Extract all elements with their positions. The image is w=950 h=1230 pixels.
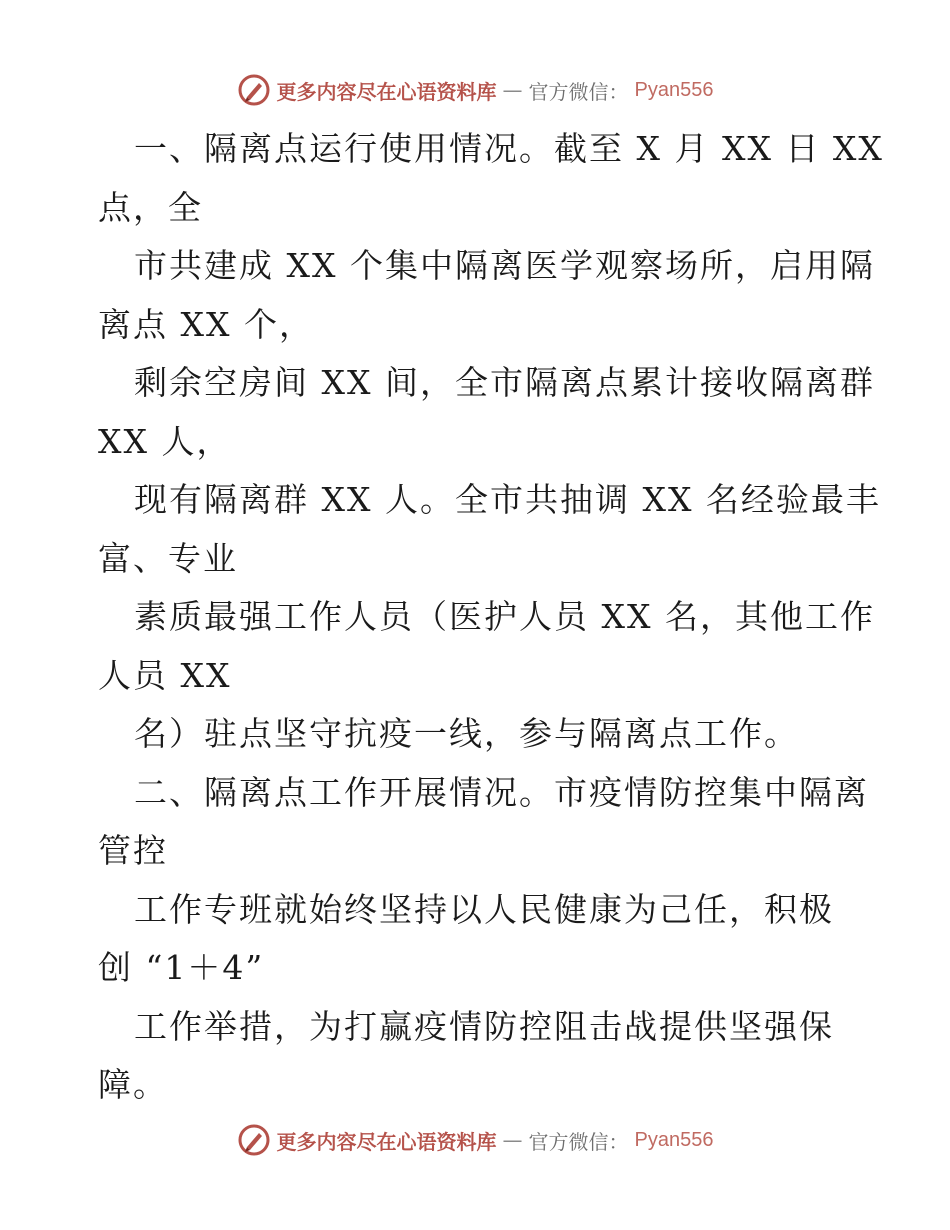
footer-watermark bbox=[0, 1120, 950, 1160]
doc-line: 市共建成 XX 个集中隔离医学观察场所，启用隔 bbox=[134, 246, 875, 285]
doc-line: 素质最强工作人员（医护人员 XX 名，其他工作 bbox=[134, 597, 875, 636]
document-body bbox=[98, 120, 884, 1115]
doc-line: 工作专班就始终坚持以人民健康为己任，积极 bbox=[134, 889, 834, 929]
doc-line: 剩余空房间 XX 间，全市隔离点累计接收隔离群 bbox=[134, 363, 875, 402]
doc-line: XX 人， bbox=[98, 421, 232, 461]
doc-line: 离点 XX 个， bbox=[98, 304, 314, 344]
watermark-dash: — bbox=[502, 1128, 523, 1152]
doc-line: 名）驻点坚守抗疫一线，参与隔离点工作。 bbox=[134, 714, 799, 753]
doc-line: 创 “1＋4” bbox=[98, 948, 265, 987]
watermark-brand-text: 更多内容尽在心语资料库 bbox=[276, 79, 497, 104]
doc-line: 现有隔离群 XX 人。全市共抽调 XX 名经验最丰 bbox=[134, 480, 881, 519]
doc-line: 二、隔离点工作开展情况。市疫情防控集中隔离 bbox=[134, 772, 869, 812]
doc-line: 管控 bbox=[98, 831, 168, 870]
watermark-wechat-label: 官方微信： bbox=[528, 1129, 629, 1154]
header-watermark bbox=[0, 70, 950, 110]
doc-line: 障。 bbox=[98, 1065, 168, 1104]
watermark-wechat-id: Pyan556 bbox=[634, 78, 714, 101]
watermark-dash: — bbox=[502, 78, 523, 102]
pen-logo-icon bbox=[237, 73, 271, 107]
doc-line: 人员 XX bbox=[98, 655, 232, 695]
doc-line: 一、隔离点运行使用情况。截至 X 月 XX 日 XX bbox=[134, 129, 884, 168]
doc-line: 富、专业 bbox=[98, 538, 238, 578]
watermark-brand-text: 更多内容尽在心语资料库 bbox=[276, 1129, 497, 1154]
pen-logo-icon bbox=[237, 1123, 271, 1157]
doc-line: 点，全 bbox=[98, 187, 203, 227]
doc-line: 工作举措，为打赢疫情防控阻击战提供坚强保 bbox=[134, 1006, 834, 1046]
watermark-wechat-id: Pyan556 bbox=[634, 1128, 714, 1151]
watermark-wechat-label: 官方微信： bbox=[528, 79, 629, 104]
